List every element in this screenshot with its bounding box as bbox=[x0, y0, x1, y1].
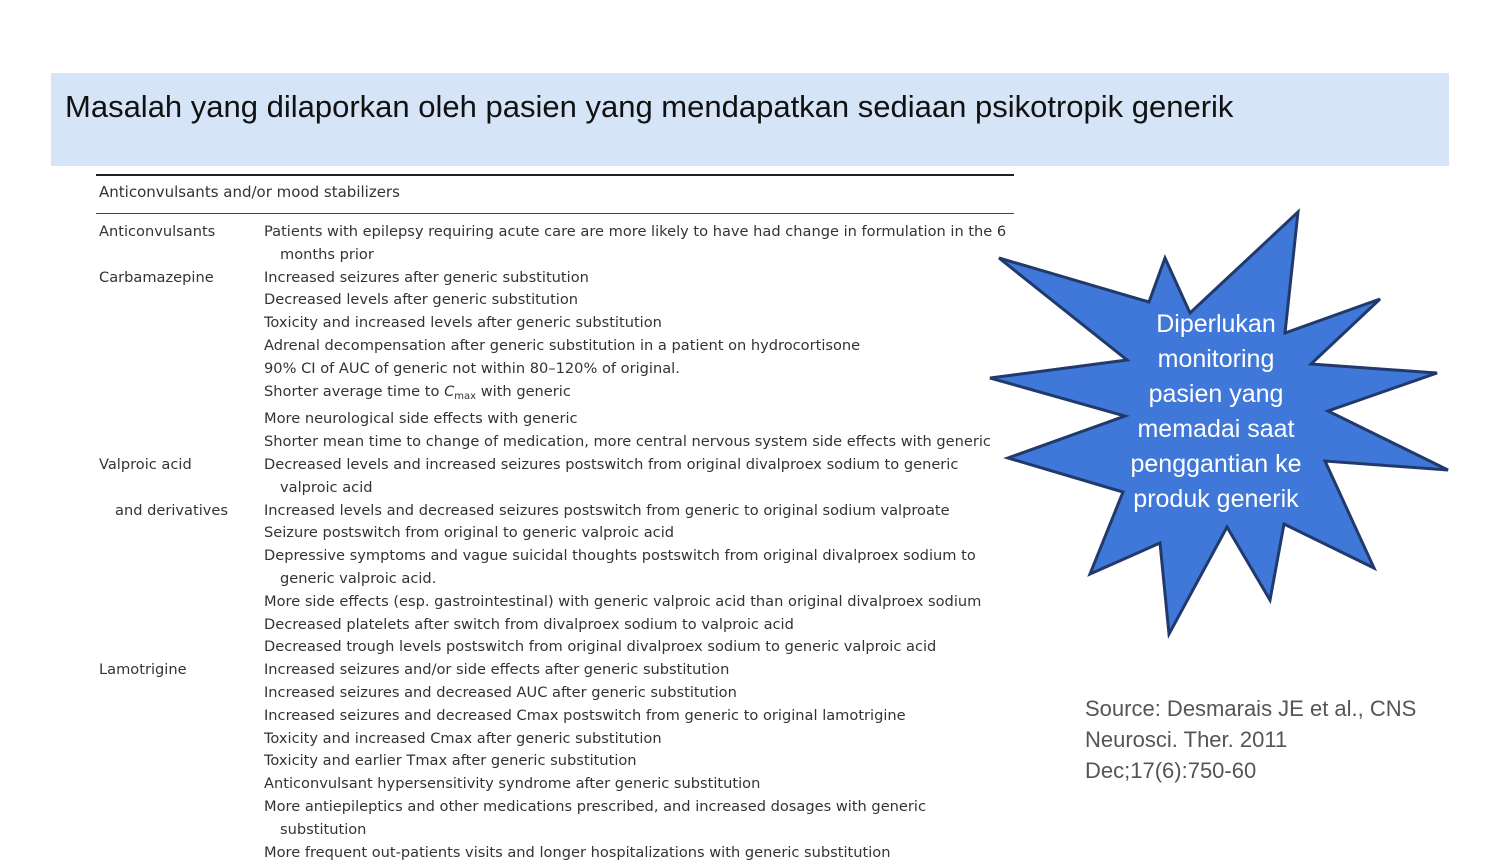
cmax-subscript: max bbox=[454, 390, 477, 402]
drug-cell bbox=[96, 750, 264, 773]
callout-line: pasien yang bbox=[1148, 380, 1284, 408]
effect-cell: More antiepileptics and other medications prescribed, and increased dosages with generic substitution bbox=[264, 797, 926, 838]
source-line: Source: Desmarais JE et al., CNS bbox=[1085, 696, 1417, 721]
effect-cell: Patients with epilepsy requiring acute care are more likely to have had change in formulation in the 6 months prior bbox=[264, 223, 1007, 263]
effect-cell: More frequent out-patients visits and longer hospitalizations with generic substitution bbox=[264, 843, 891, 861]
effect-cell: Depressive symptoms and vague suicidal thoughts postswitch from original divalproex sodium to generic valproic acid. bbox=[264, 547, 976, 587]
slide-title: Masalah yang dilaporkan oleh pasien yang mendapatkan sediaan psikotropik generik bbox=[65, 89, 1234, 124]
drug-cell bbox=[96, 705, 264, 728]
callout-line: produk generik bbox=[1133, 485, 1299, 513]
drug-cell bbox=[96, 796, 264, 842]
table-row bbox=[96, 500, 1014, 523]
table-header: Anticonvulsants and/or mood stabilizers bbox=[99, 183, 400, 201]
table-row bbox=[96, 381, 1014, 409]
drug-cell bbox=[96, 636, 264, 659]
table-body bbox=[96, 214, 1014, 864]
effect-cell: Toxicity and increased Cmax after generic substitution bbox=[264, 729, 662, 747]
effect-cell: Adrenal decompensation after generic substitution in a patient on hydrocortisone bbox=[264, 336, 861, 354]
drug-cell: Lamotrigine bbox=[99, 661, 187, 679]
source-line: Dec;17(6):750-60 bbox=[1085, 758, 1257, 783]
drug-cell bbox=[96, 522, 264, 545]
drug-cell bbox=[96, 431, 264, 454]
effect-text: with generic bbox=[476, 382, 571, 400]
effect-cell: Increased seizures and decreased Cmax postswitch from generic to original lamotrigine bbox=[264, 706, 906, 724]
table-row bbox=[96, 267, 1014, 290]
effect-cell: Increased seizures and/or side effects after generic substitution bbox=[264, 661, 730, 679]
table-row bbox=[96, 454, 1014, 500]
table-row bbox=[96, 221, 1014, 267]
drug-cell bbox=[96, 289, 264, 312]
drug-cell bbox=[96, 358, 264, 381]
effect-cell: Decreased levels and increased seizures postswitch from original divalproex sodium to generic valproic acid bbox=[264, 455, 959, 496]
effect-cell: Anticonvulsant hypersensitivity syndrome after generic substitution bbox=[264, 775, 761, 793]
effect-cell: Shorter mean time to change of medication, more central nervous system side effects with generic bbox=[264, 433, 991, 451]
effect-cell: Seizure postswitch from original to generic valproic acid bbox=[264, 524, 675, 542]
table-row bbox=[96, 659, 1014, 682]
table-row bbox=[96, 289, 1014, 312]
table-row bbox=[96, 591, 1014, 614]
effects-table bbox=[96, 174, 1014, 864]
callout-text bbox=[1096, 307, 1336, 517]
drug-cell bbox=[96, 381, 264, 409]
effect-cell: More neurological side effects with generic bbox=[264, 410, 578, 428]
source-citation bbox=[1085, 693, 1465, 786]
effect-cell: 90% CI of AUC of generic not within 80–120% of original. bbox=[264, 359, 680, 377]
table-row bbox=[96, 842, 1014, 864]
effect-cell: Increased levels and decreased seizures postswitch from generic to original sodium valproate bbox=[264, 501, 950, 519]
drug-cell: Carbamazepine bbox=[99, 268, 214, 286]
effect-text: Shorter average time to bbox=[264, 382, 445, 400]
effect-cell bbox=[264, 381, 1014, 409]
table-row bbox=[96, 522, 1014, 545]
cmax-symbol: C bbox=[444, 382, 455, 400]
table-row bbox=[96, 335, 1014, 358]
effect-cell: Increased seizures and decreased AUC after generic substitution bbox=[264, 683, 737, 701]
table-row bbox=[96, 750, 1014, 773]
drug-cell bbox=[96, 614, 264, 637]
effect-cell: More side effects (esp. gastrointestinal) with generic valproic acid than original divalproex sodium bbox=[264, 592, 982, 610]
effect-cell: Toxicity and increased levels after generic substitution bbox=[264, 314, 662, 332]
drug-cell bbox=[96, 312, 264, 335]
drug-cell: Anticonvulsants bbox=[99, 223, 216, 240]
table-row bbox=[96, 431, 1014, 454]
table-row bbox=[96, 545, 1014, 591]
table-row bbox=[96, 682, 1014, 705]
effect-cell: Toxicity and earlier Tmax after generic substitution bbox=[264, 752, 637, 770]
drug-cell bbox=[96, 500, 264, 523]
callout-line: penggantian ke bbox=[1130, 450, 1302, 478]
title-banner bbox=[51, 73, 1449, 166]
table-row bbox=[96, 358, 1014, 381]
drug-cell bbox=[96, 682, 264, 705]
drug-cell bbox=[96, 408, 264, 431]
drug-cell bbox=[96, 591, 264, 614]
table-row bbox=[96, 728, 1014, 751]
effect-cell: Decreased levels after generic substitution bbox=[264, 291, 579, 309]
drug-cell: Valproic acid bbox=[99, 455, 192, 473]
table-row bbox=[96, 408, 1014, 431]
source-line: Neurosci. Ther. 2011 bbox=[1085, 727, 1288, 752]
table-row bbox=[96, 796, 1014, 842]
drug-cell bbox=[96, 728, 264, 751]
callout-line: monitoring bbox=[1157, 345, 1275, 373]
table-row bbox=[96, 773, 1014, 796]
table-row bbox=[96, 614, 1014, 637]
effect-cell: Increased seizures after generic substitution bbox=[264, 268, 589, 286]
drug-cell bbox=[96, 335, 264, 358]
callout-line: Diperlukan bbox=[1156, 310, 1276, 338]
table-row bbox=[96, 636, 1014, 659]
effect-cell: Decreased trough levels postswitch from original divalproex sodium to generic valproic acid bbox=[264, 638, 937, 656]
drug-cell bbox=[96, 545, 264, 591]
drug-cell-continuation: and derivatives bbox=[115, 501, 228, 519]
drug-cell bbox=[96, 842, 264, 864]
drug-cell bbox=[96, 773, 264, 796]
callout-line: memadai saat bbox=[1137, 415, 1295, 443]
table-row bbox=[96, 312, 1014, 335]
table-row bbox=[96, 705, 1014, 728]
effect-cell: Decreased platelets after switch from divalproex sodium to valproic acid bbox=[264, 615, 794, 633]
